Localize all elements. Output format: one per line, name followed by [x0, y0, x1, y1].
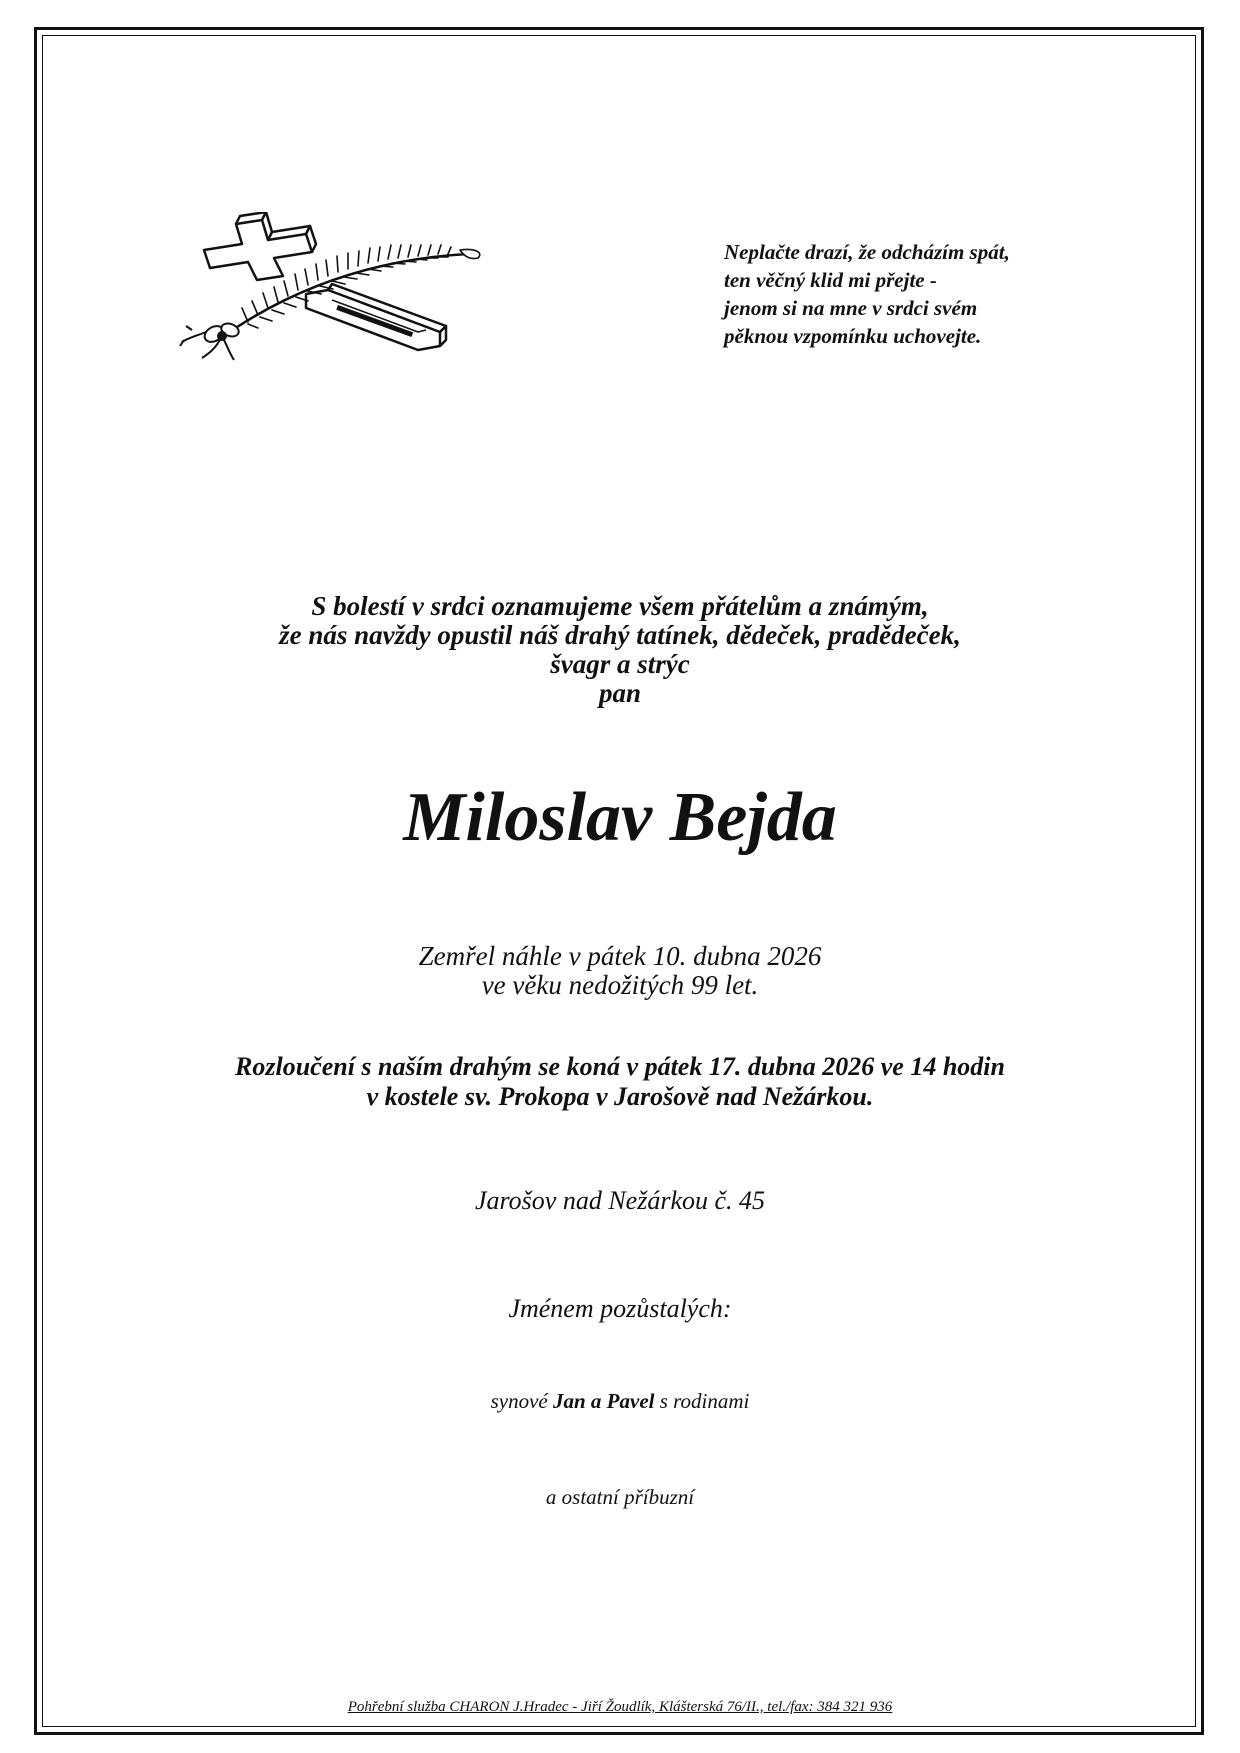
sons-prefix: synové	[490, 1389, 548, 1413]
announcement-line: že nás navždy opustil náš drahý tatínek, dědeček, pradědeček,	[279, 620, 961, 650]
sons-suffix: s rodinami	[659, 1389, 750, 1413]
death-age: ve věku nedožitých 99 let.	[481, 970, 759, 1000]
funeral-service-footer	[0, 1698, 1240, 1716]
poem-line: ten věčný klid mi přejte -	[724, 268, 937, 292]
sons-line	[0, 1388, 1240, 1414]
poem-line: Neplačte drazí, že odcházím spát,	[724, 240, 1010, 264]
announcement-line: S bolestí v srdci oznamujeme všem přátelům a známým,	[311, 591, 929, 621]
death-date: Zemřel náhle v pátek 10. dubna 2026	[418, 941, 822, 971]
cross-with-palm-icon	[178, 212, 508, 362]
poem-line: pěknou vzpomínku uchovejte.	[724, 324, 982, 348]
farewell-line: Rozloučení s naším drahým se koná v pátek 17. dubna 2026 ve 14 hodin	[235, 1052, 1005, 1081]
death-info	[0, 942, 1240, 1000]
poem	[724, 238, 1084, 350]
farewell-line: v kostele sv. Prokopa v Jarošově nad Nežárkou.	[366, 1082, 874, 1111]
announcement	[0, 592, 1240, 708]
address: Jarošov nad Nežárkou č. 45	[474, 1186, 766, 1215]
deceased-name: Miloslav Bejda	[403, 779, 837, 856]
relatives-line: a ostatní příbuzní	[545, 1485, 695, 1509]
poem-line: jenom si na mne v srdci svém	[724, 296, 978, 320]
on-behalf-heading: Jménem pozůstalých:	[508, 1294, 732, 1323]
footer-text: Pohřební služba CHARON J.Hradec - Jiří Žoudlík, Klášterská 76/II., tel./fax: 384 321 936	[347, 1699, 893, 1715]
announcement-line: švagr a strýc	[550, 649, 690, 679]
sons-names: Jan a Pavel	[553, 1389, 655, 1413]
farewell-info	[0, 1052, 1240, 1112]
announcement-line: pan	[598, 678, 642, 708]
